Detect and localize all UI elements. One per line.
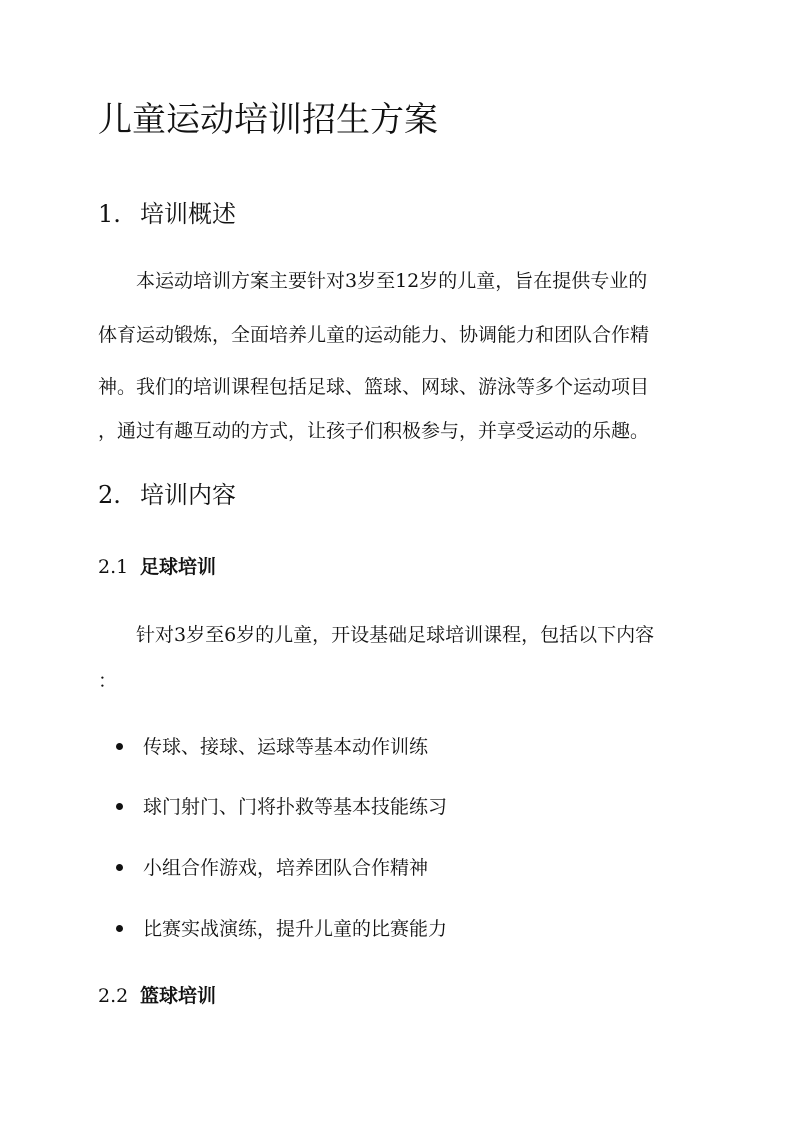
bullet-text: 比赛实战演练，提升儿童的比赛能力 [143, 918, 448, 940]
subsection-number: 2.2 [98, 985, 129, 1007]
paragraph-line: ，通过有趣互动的方式，让孩子们积极参与，并享受运动的乐趣。 [98, 420, 650, 442]
section-number: 2. [98, 481, 121, 509]
bullet-text: 小组合作游戏，培养团队合作精神 [143, 857, 429, 879]
paragraph-line: ： [98, 670, 118, 692]
bullet-item [116, 793, 447, 821]
section-title: 培训概述 [140, 200, 236, 228]
bullet-item [116, 854, 428, 882]
section-heading-overview [98, 197, 236, 231]
subsection-heading-football [98, 553, 216, 581]
paragraph-line: 针对3岁至6岁的儿童，开设基础足球培训课程，包括以下内容 [136, 624, 655, 646]
section-title: 培训内容 [140, 481, 236, 509]
bullet-icon [116, 925, 123, 932]
bullet-item [116, 915, 447, 943]
document-title: 儿童运动培训招生方案 [98, 100, 438, 140]
section-number: 1. [98, 200, 121, 228]
subsection-title: 篮球培训 [140, 985, 217, 1007]
bullet-icon [116, 864, 123, 871]
paragraph-line: 本运动培训方案主要针对3岁至12岁的儿童，旨在提供专业的 [136, 270, 648, 292]
paragraph-line: 体育运动锻炼，全面培养儿童的运动能力、协调能力和团队合作精 [98, 324, 650, 346]
subsection-title: 足球培训 [140, 556, 217, 578]
subsection-heading-basketball [98, 982, 216, 1010]
paragraph-line: 神。我们的培训课程包括足球、篮球、网球、游泳等多个运动项目 [98, 376, 650, 398]
bullet-icon [116, 803, 123, 810]
bullet-text: 传球、接球、运球等基本动作训练 [143, 736, 429, 758]
subsection-number: 2.1 [98, 556, 129, 578]
bullet-icon [116, 743, 123, 750]
section-heading-content [98, 478, 236, 512]
bullet-item [116, 733, 428, 761]
bullet-text: 球门射门、门将扑救等基本技能练习 [143, 796, 448, 818]
